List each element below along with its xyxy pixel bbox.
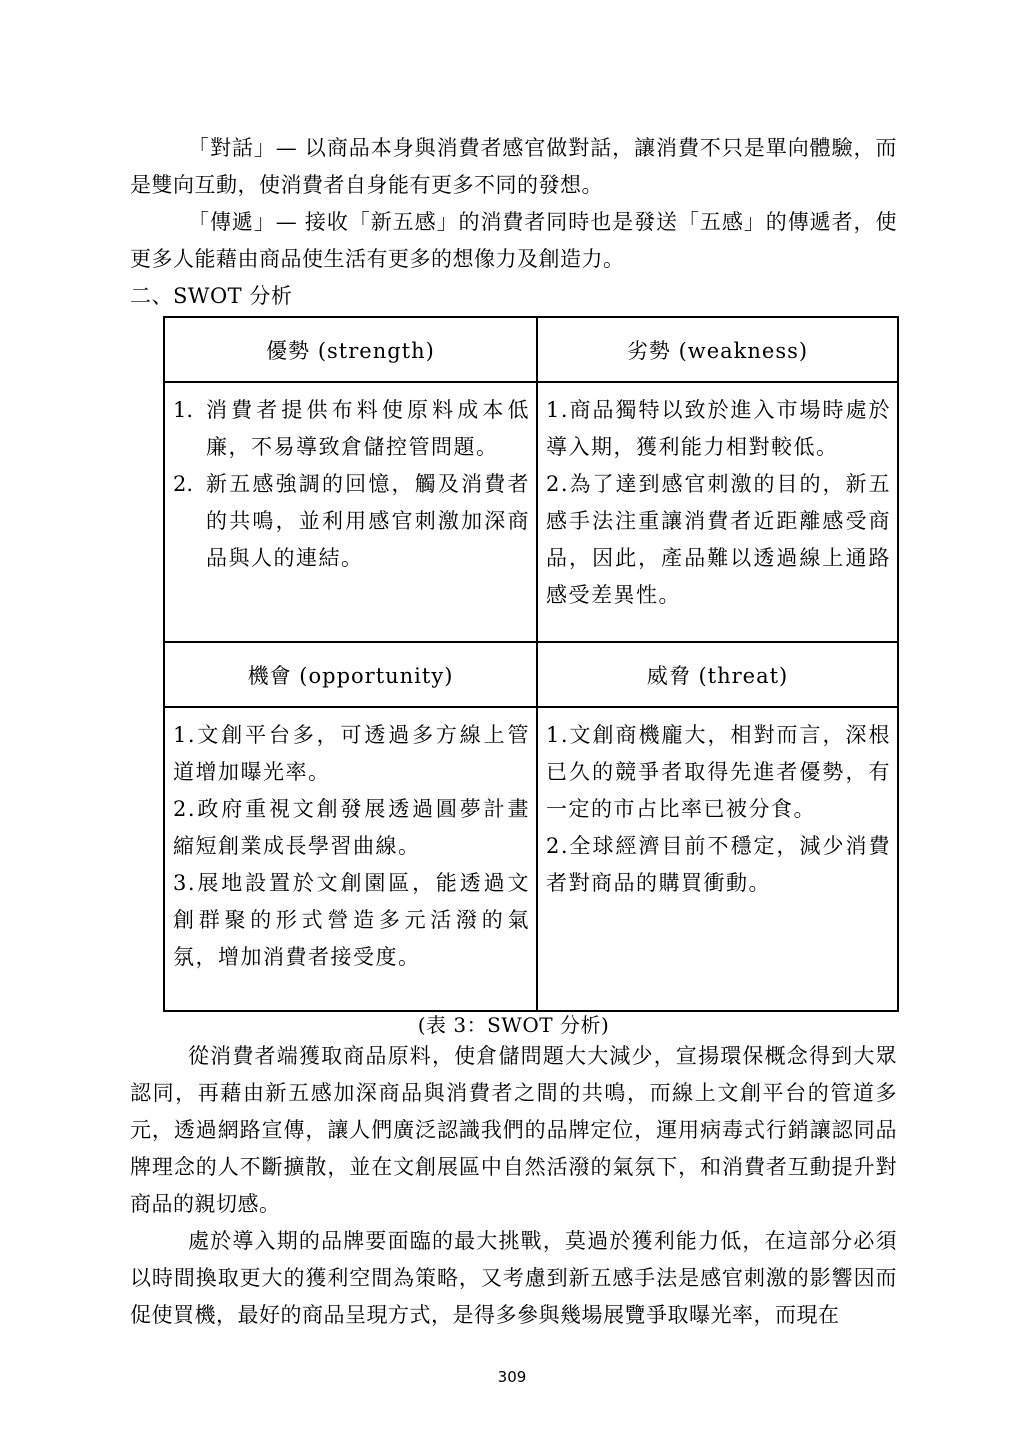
- list-number: 1.: [173, 398, 194, 422]
- swot-header-strength: 優勢 (strength): [164, 317, 537, 382]
- swot-header-row-ot: [164, 642, 898, 707]
- swot-body-row-ot: [164, 707, 898, 1011]
- swot-header-opportunity: 機會 (opportunity): [164, 642, 537, 707]
- swot-cell-weakness: [537, 382, 898, 642]
- swot-header-weakness: 劣勢 (weakness): [537, 317, 898, 382]
- threat-item-1: 1.文創商機龐大，相對而言，深根已久的競爭者取得先進者優勢，有一定的市占比率已被分食。: [546, 723, 891, 821]
- list-text: 新五感強調的回憶，觸及消費者的共鳴，並利用感官刺激加深商品與人的連結。: [206, 472, 530, 570]
- list-text: 消費者提供布料使原料成本低廉，不易導致倉儲控管問題。: [206, 398, 530, 459]
- page-content: [130, 130, 897, 1334]
- page-number: 309: [497, 1368, 527, 1386]
- weakness-item-1: 1.商品獨特以致於進入市場時處於導入期，獲利能力相對較低。: [546, 398, 891, 459]
- section-heading-swot: 二、SWOT 分析: [130, 284, 293, 308]
- list-number: 2.: [173, 472, 194, 496]
- swot-header-threat: 威脅 (threat): [537, 642, 898, 707]
- swot-header-row-sw: [164, 317, 898, 382]
- weakness-item-2: 2.為了達到感官刺激的目的，新五感手法注重讓消費者近距離感受商品，因此，產品難以透過線上通路感受差異性。: [546, 472, 891, 607]
- swot-body-row-sw: [164, 382, 898, 642]
- strength-item-1: [173, 392, 530, 466]
- paragraph-summary-2: 處於導入期的品牌要面臨的最大挑戰，莫過於獲利能力低，在這部分必須以時間換取更大的獲利空間為策略，又考慮到新五感手法是感官刺激的影響因而促使買機，最好的商品呈現方式，是得多參與幾場展覽爭取曝光率，而現在: [130, 1229, 897, 1327]
- strength-item-2: [173, 466, 530, 577]
- table-caption: (表 3：SWOT 分析): [417, 1013, 610, 1037]
- paragraph-transmit: 「傳遞」— 接收「新五感」的消費者同時也是發送「五感」的傳遞者，使更多人能藉由商品使生活有更多的想像力及創造力。: [130, 210, 897, 271]
- swot-table: [163, 316, 899, 1012]
- paragraph-summary-1: 從消費者端獲取商品原料，使倉儲問題大大減少，宣揚環保概念得到大眾認同，再藉由新五感加深商品與消費者之間的共鳴，而線上文創平台的管道多元，透過網路宣傳，讓人們廣泛認識我們的品牌定位，運用病毒式行銷讓認同品牌理念的人不斷擴散，並在文創展區中自然活潑的氣氛下，和消費者互動提升對商品的親切感。: [130, 1044, 897, 1216]
- swot-cell-threat: [537, 707, 898, 1011]
- threat-item-2: 2.全球經濟目前不穩定，減少消費者對商品的購買衝動。: [546, 834, 891, 895]
- opportunity-item-2: 2.政府重視文創發展透過圓夢計畫縮短創業成長學習曲線。: [173, 797, 530, 858]
- paragraph-dialogue: 「對話」— 以商品本身與消費者感官做對話，讓消費不只是單向體驗，而是雙向互動，使消費者自身能有更多不同的發想。: [130, 136, 897, 197]
- opportunity-item-3: 3.展地設置於文創園區，能透過文創群聚的形式營造多元活潑的氣氛，增加消費者接受度。: [173, 871, 530, 969]
- swot-cell-strength: [164, 382, 537, 642]
- swot-cell-opportunity: [164, 707, 537, 1011]
- opportunity-item-1: 1.文創平台多，可透過多方線上管道增加曝光率。: [173, 723, 530, 784]
